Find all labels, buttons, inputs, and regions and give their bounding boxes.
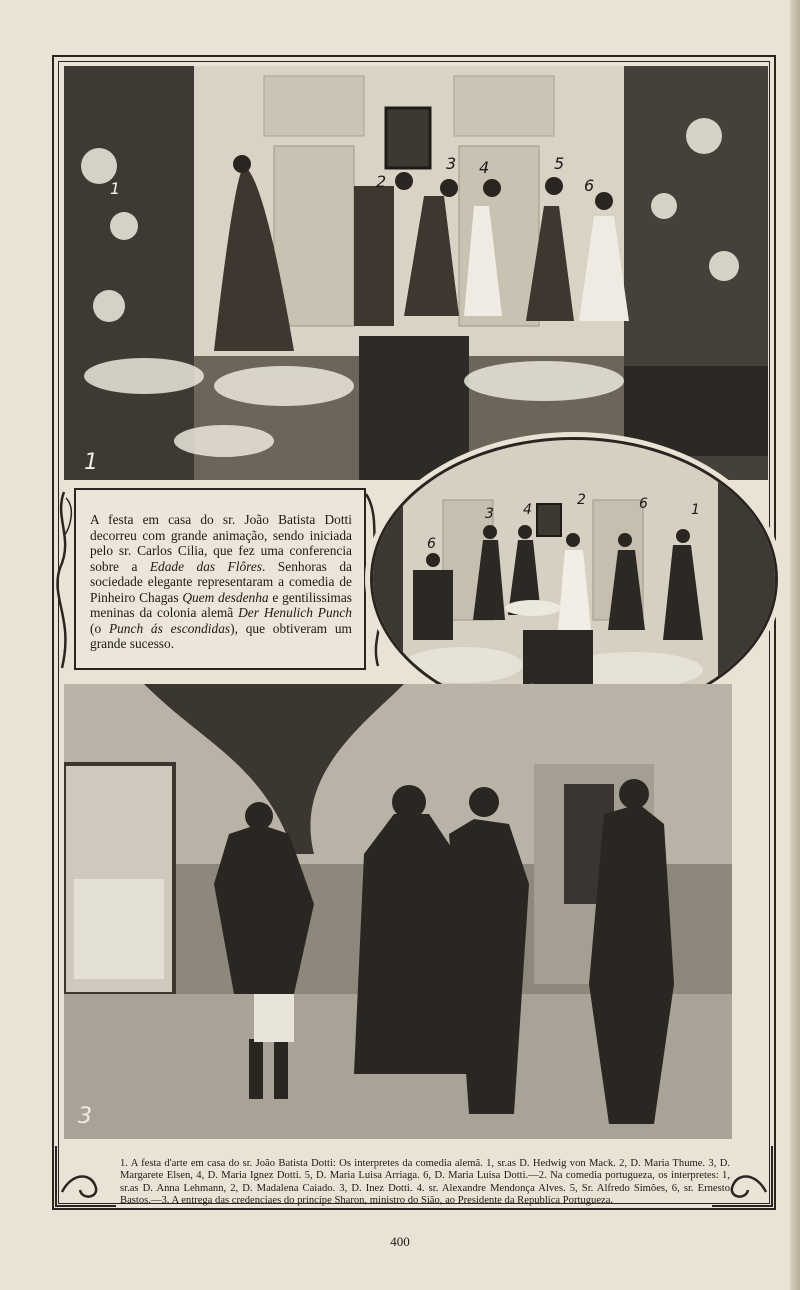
intro-text-3: e gentilissimas meninas da colonia alemã bbox=[90, 589, 352, 620]
title-punch-as-escondidas: Punch ás escondidas bbox=[108, 620, 231, 636]
intro-paragraph bbox=[76, 490, 364, 660]
intro-text-1: A festa em casa do sr. João Batista Dotti decorreu com grande animação, sendo iniciada pelo sr. Carlos Cilia, que fez uma conferencia sobre a bbox=[90, 512, 352, 574]
photo-number-3: 3 bbox=[78, 1104, 92, 1129]
photo-2-portuguese-comedy bbox=[370, 437, 778, 721]
performer-label-1: 1 bbox=[110, 179, 121, 198]
title-quem-desdenha: Quem desdenha bbox=[182, 589, 269, 605]
page-number: 400 bbox=[390, 1234, 410, 1249]
performer-label-5: 5 bbox=[554, 154, 565, 173]
oval-label-1: 1 bbox=[691, 502, 700, 518]
performer-label-3: 3 bbox=[446, 154, 457, 173]
oval-label-4: 4 bbox=[523, 502, 532, 518]
performer-label-2: 2 bbox=[376, 172, 387, 191]
photo-3-credentials-ceremony bbox=[64, 684, 732, 1139]
photo-1-german-comedy bbox=[64, 66, 768, 480]
title-der-henulich-punch: Der Henulich Punch bbox=[238, 605, 352, 620]
performer-label-6: 6 bbox=[584, 176, 595, 195]
oval-label-2: 2 bbox=[577, 492, 586, 508]
performer-label-4: 4 bbox=[479, 158, 490, 177]
ornament-left bbox=[52, 488, 76, 672]
photo-caption: 1. A festa d'arte em casa do sr. João Batista Dotti: Os interpretes da comedia alemã. 1, sr.as D. Hedwig von Mack. 2, D. Maria Thume. 3, D. Margarete Elsen, 4, D. Maria Ignez Dotti. 5, D. Maria Luisa Arriaga. 6, D. Maria Luisa Dotti.—2. Na comedia portugueza, os interpretes: 1, sr.as D. Anna Lehmann, 2, D. Madalena Caiado. 3, D. Inez Dotti. 4. sr. Alexandre Mendonça Alves. 5, Sr. Alfredo Simões, 6, sr. Ernesto Bastos.—3. A entrega das credenciaes do principe Sharon, ministro do Sião, ao Presidente da Republica Portugueza. bbox=[120, 1158, 730, 1206]
intro-text-4: (o bbox=[90, 620, 109, 636]
ornament-bottom-left bbox=[52, 1142, 120, 1210]
photo-number-1: 1 bbox=[84, 450, 98, 475]
oval-label-6a: 6 bbox=[427, 536, 436, 552]
intro-text-5: ), que obtiveram um grande sucesso. bbox=[90, 620, 352, 651]
oval-label-3: 3 bbox=[485, 506, 494, 522]
oval-label-6b: 6 bbox=[639, 496, 648, 512]
intro-text-2: . Senhoras da sociedade elegante representaram a comedia de Pinheiro Chagas bbox=[90, 558, 352, 605]
page-edge bbox=[790, 0, 800, 1290]
title-edade-das-flores: Edade das Flôres bbox=[149, 558, 263, 574]
intro-text-box bbox=[74, 488, 366, 670]
